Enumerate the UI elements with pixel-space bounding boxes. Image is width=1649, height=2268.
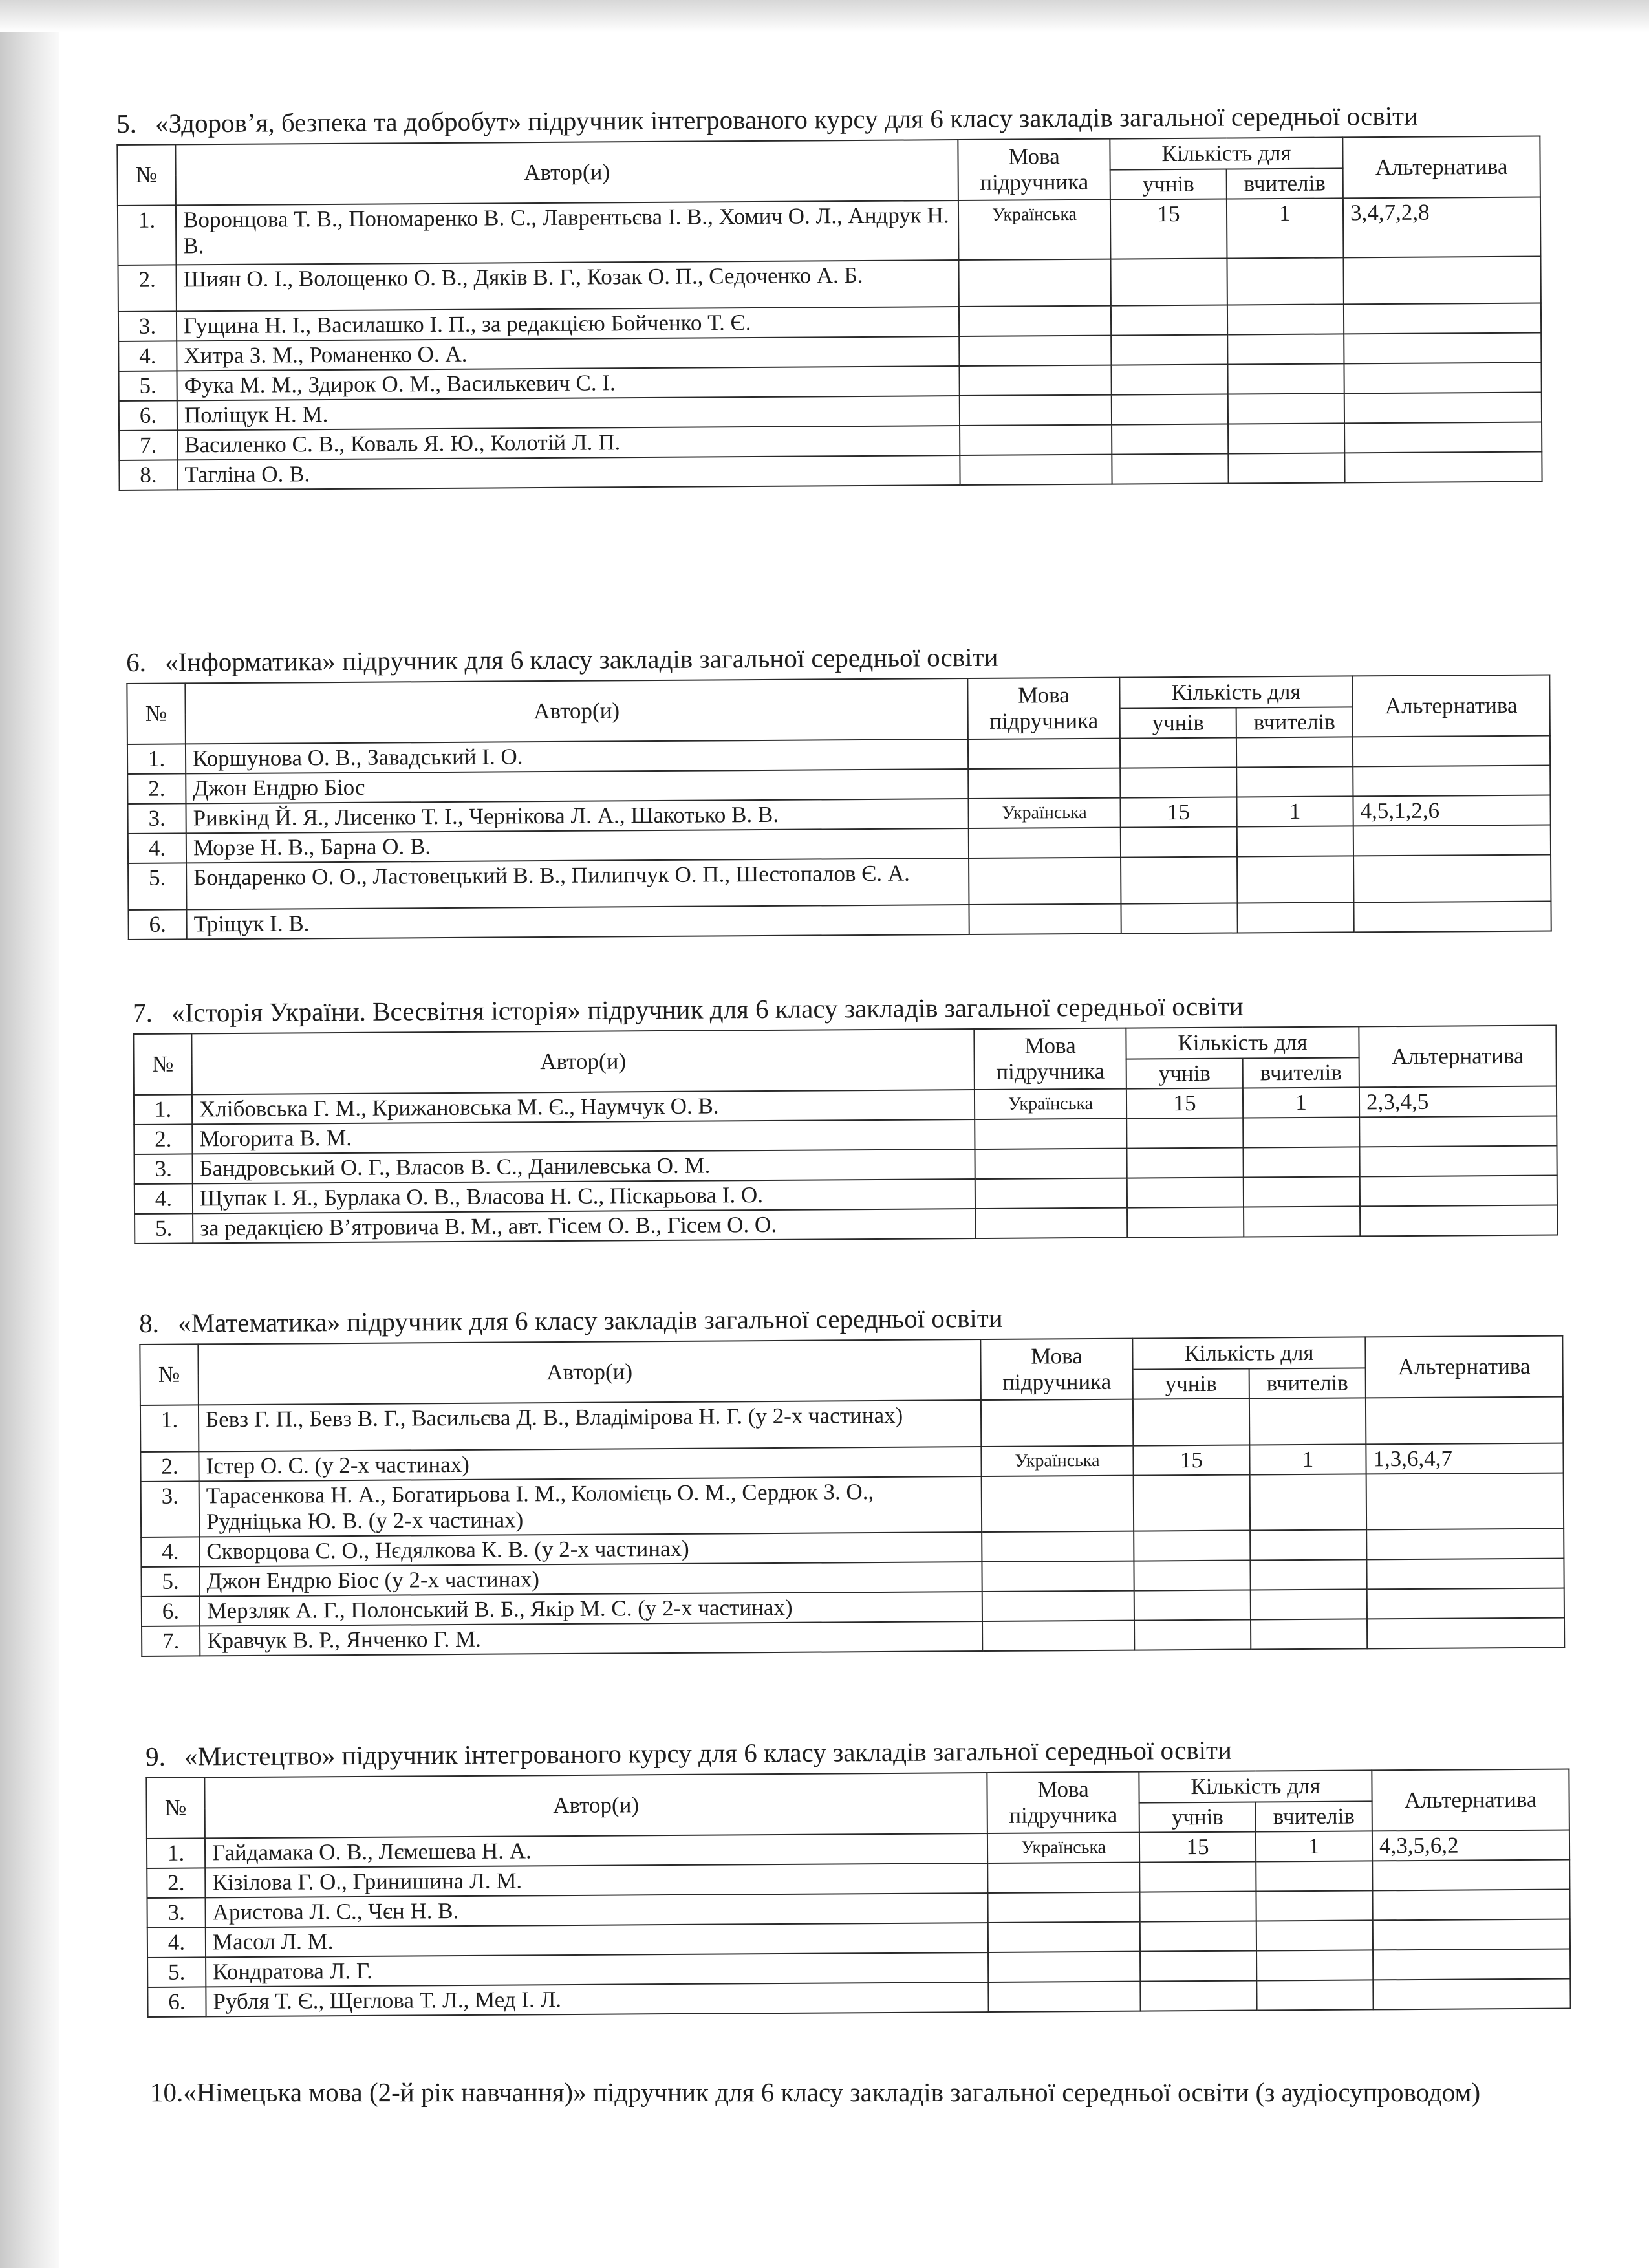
alternative-cell	[1344, 393, 1542, 424]
alternative-cell	[1367, 1588, 1564, 1619]
header-author: Автор(и)	[185, 678, 968, 744]
authors-table	[139, 1335, 1565, 1657]
header-count-for: Кількість для	[1119, 676, 1352, 708]
section-title-text: «Історія України. Всесвітня історія» підручник для 6 класу закладів загальної середньої освіти	[171, 991, 1244, 1028]
header-author: Автор(и)	[204, 1773, 987, 1838]
students-count-cell	[1140, 1921, 1256, 1952]
author-cell: Джон Ендрю Біос	[186, 769, 968, 803]
author-cell: Могорита В. М.	[192, 1119, 975, 1154]
teachers-count-cell	[1237, 826, 1353, 856]
scan-paper-top	[0, 0, 1649, 32]
students-count-cell	[1111, 335, 1227, 365]
header-students: учнів	[1120, 708, 1236, 739]
language-cell	[975, 1149, 1126, 1179]
author-cell: Поліщук Н. М.	[177, 396, 960, 430]
row-number: 4.	[141, 1537, 199, 1567]
language-cell	[988, 1922, 1140, 1952]
language-cell	[969, 904, 1121, 934]
language-cell: Українська	[968, 798, 1120, 828]
language-cell	[960, 395, 1112, 426]
header-number: №	[146, 1777, 205, 1839]
author-cell: за редакцією В’ятровича В. М., авт. Гісем О. В., Гісем О. О.	[193, 1209, 975, 1243]
alternative-cell	[1372, 1890, 1569, 1921]
row-number: 2.	[118, 265, 176, 312]
row-number: 5.	[141, 1566, 199, 1597]
header-count-for: Кількість для	[1132, 1337, 1365, 1369]
language-cell	[982, 1591, 1134, 1621]
alternative-cell	[1353, 855, 1551, 903]
language-cell	[960, 425, 1112, 455]
students-count-cell	[1111, 365, 1227, 395]
row-number: 3.	[127, 803, 186, 834]
section-title	[146, 1731, 1568, 1773]
author-cell: Кравчук В. Р., Янченко Г. М.	[200, 1621, 982, 1656]
row-number: 1.	[147, 1838, 205, 1868]
alternative-cell	[1344, 303, 1541, 334]
teachers-count-cell	[1228, 393, 1344, 424]
section-10	[150, 2075, 1566, 2110]
header-alternative: Альтернатива	[1359, 1026, 1557, 1088]
table-row	[128, 855, 1551, 910]
teachers-count-cell	[1250, 1529, 1366, 1560]
author-cell: Джон Ендрю Біос (у 2-х частинах)	[199, 1562, 982, 1596]
row-number: 6.	[119, 400, 177, 431]
students-count-cell: 15	[1139, 1832, 1256, 1863]
alternative-cell	[1360, 1176, 1557, 1207]
section-number: 8.	[139, 1308, 160, 1338]
language-cell	[987, 1892, 1139, 1923]
teachers-count-cell	[1250, 1559, 1366, 1590]
section-title	[126, 637, 1549, 679]
language-cell	[968, 739, 1120, 769]
section-title	[133, 988, 1555, 1030]
alternative-cell	[1373, 1949, 1570, 1980]
author-cell: Скворцова С. О., Нєдялкова К. В. (у 2-х частинах)	[199, 1532, 982, 1566]
header-count-for: Кількість для	[1139, 1770, 1372, 1802]
scan-paper-edge	[0, 0, 59, 2268]
alternative-cell	[1367, 1618, 1564, 1649]
language-cell	[982, 1561, 1134, 1592]
section-title-text: «Здоров’я, безпека та добробут» підручник інтегрованого курсу для 6 класу закладів загальної середньої освіти	[155, 100, 1419, 138]
alternative-cell: 1,3,6,4,7	[1366, 1443, 1563, 1474]
author-cell: Гайдамака О. В., Лємешева Н. А.	[205, 1833, 987, 1868]
alternative-cell	[1353, 902, 1551, 933]
author-cell: Василенко С. В., Коваль Я. Ю., Колотій Л. П.	[177, 426, 960, 460]
header-teachers: вчителів	[1243, 1057, 1359, 1088]
authors-table	[116, 136, 1542, 491]
author-cell: Ривкінд Й. Я., Лисенко Т. І., Чернікова Л. А., Шакотько В. В.	[186, 799, 968, 833]
students-count-cell: 15	[1110, 199, 1227, 259]
teachers-count-cell	[1256, 1980, 1373, 2010]
header-language: Мова підручника	[987, 1772, 1139, 1833]
language-cell	[975, 1208, 1127, 1238]
section-7	[133, 988, 1558, 1244]
author-cell: Бандровський О. Г., Власов В. С., Данилевська О. М.	[192, 1149, 975, 1183]
section-title-text: «Інформатика» підручник для 6 класу закладів загальної середньої освіти	[165, 642, 998, 677]
section-number: 7.	[133, 997, 153, 1028]
author-cell: Морзе Н. В., Барна О. В.	[186, 828, 969, 863]
header-number: №	[127, 683, 186, 744]
students-count-cell	[1110, 259, 1227, 306]
students-count-cell	[1139, 1892, 1256, 1922]
author-cell: Рубля Т. Є., Щеглова Т. Л., Мед І. Л.	[206, 1982, 988, 2016]
language-cell	[982, 1531, 1134, 1562]
students-count-cell	[1121, 903, 1237, 934]
alternative-cell: 2,3,4,5	[1359, 1086, 1557, 1118]
language-cell	[975, 1178, 1127, 1209]
teachers-count-cell	[1251, 1589, 1367, 1619]
teachers-count-cell: 1	[1227, 198, 1344, 258]
section-9	[146, 1731, 1571, 2018]
alternative-cell: 3,4,7,2,8	[1343, 197, 1541, 258]
row-number: 1.	[134, 1094, 192, 1125]
alternative-cell	[1366, 1529, 1564, 1560]
language-cell	[975, 1119, 1126, 1149]
table-row	[118, 197, 1541, 265]
header-alternative: Альтернатива	[1365, 1336, 1563, 1398]
teachers-count-cell	[1227, 257, 1343, 305]
section-10-title	[150, 2075, 1566, 2110]
row-number: 5.	[118, 371, 177, 401]
teachers-count-cell	[1256, 1920, 1373, 1950]
header-alternative: Альтернатива	[1352, 675, 1550, 737]
header-students: учнів	[1110, 169, 1227, 200]
author-cell: Кізілова Г. О., Гринишина Л. М.	[205, 1863, 987, 1897]
row-number: 3.	[134, 1154, 192, 1184]
teachers-count-cell	[1228, 423, 1344, 453]
table-row	[141, 1473, 1564, 1537]
row-number: 7.	[119, 430, 177, 460]
author-cell: Аристова Л. С., Чєн Н. В.	[205, 1893, 987, 1927]
alternative-cell	[1360, 1205, 1557, 1237]
alternative-cell	[1359, 1146, 1557, 1177]
row-number: 4.	[128, 833, 186, 863]
header-language: Мова підручника	[980, 1339, 1133, 1400]
row-number: 4.	[135, 1183, 193, 1214]
teachers-count-cell: 1	[1243, 1087, 1359, 1118]
alternative-cell: 4,3,5,6,2	[1372, 1830, 1569, 1861]
author-cell: Тріщук І. В.	[186, 905, 969, 939]
author-cell: Воронцова Т. В., Пономаренко В. С., Лаврентьєва І. В., Хомич О. Л., Андрук Н. В.	[176, 200, 959, 265]
alternative-cell	[1366, 1559, 1564, 1590]
header-alternative: Альтернатива	[1342, 136, 1540, 199]
students-count-cell	[1134, 1531, 1250, 1561]
teachers-count-cell	[1250, 1474, 1367, 1530]
teachers-count-cell	[1256, 1890, 1372, 1921]
alternative-cell	[1353, 825, 1551, 856]
author-cell: Щупак І. Я., Бурлака О. В., Власова Н. С., Піскарьова І. О.	[193, 1179, 975, 1213]
header-teachers: вчителів	[1256, 1801, 1372, 1831]
alternative-cell	[1344, 363, 1541, 394]
row-number: 5.	[147, 1957, 206, 1987]
row-number: 6.	[142, 1596, 200, 1626]
author-cell: Фука М. М., Здирок О. М., Василькевич С. І.	[177, 366, 959, 400]
teachers-count-cell: 1	[1249, 1444, 1366, 1474]
students-count-cell	[1112, 394, 1228, 425]
language-cell: Українська	[975, 1089, 1126, 1119]
alternative-cell: 4,5,1,2,6	[1353, 795, 1550, 826]
language-cell	[959, 306, 1111, 336]
author-cell: Шиян О. І., Волощенко О. В., Дяків В. Г., Козак О. П., Седоченко А. Б.	[176, 260, 958, 311]
row-number: 3.	[147, 1897, 205, 1928]
header-count-for: Кількість для	[1126, 1026, 1359, 1059]
students-count-cell: 15	[1120, 797, 1236, 828]
language-cell	[959, 365, 1111, 396]
section-title-text: «Мистецтво» підручник інтегрованого курсу для 6 класу закладів загальної середньої освіти	[184, 1734, 1233, 1771]
alternative-cell	[1344, 333, 1541, 364]
alternative-cell	[1366, 1473, 1564, 1530]
row-number: 6.	[128, 909, 186, 940]
section-title-text: «Математика» підручник для 6 класу закладів загальної середньої освіти	[178, 1302, 1003, 1338]
teachers-count-cell	[1227, 304, 1344, 334]
author-cell: Тагліна О. В.	[177, 455, 960, 490]
students-count-cell	[1126, 1118, 1243, 1149]
teachers-count-cell	[1228, 453, 1344, 483]
teachers-count-cell	[1244, 1206, 1360, 1237]
students-count-cell	[1134, 1475, 1251, 1531]
section-10-number: 10.	[150, 2077, 184, 2107]
teachers-count-cell	[1256, 1950, 1373, 1980]
language-cell	[988, 1982, 1140, 2012]
author-cell: Бондаренко О. О., Ластовецький В. В., Пилипчук О. П., Шестопалов Є. А.	[186, 858, 969, 909]
section-number: 5.	[116, 108, 137, 138]
header-author: Автор(и)	[191, 1029, 975, 1094]
language-cell	[968, 768, 1120, 799]
students-count-cell	[1121, 827, 1237, 858]
students-count-cell	[1140, 1951, 1256, 1982]
header-alternative: Альтернатива	[1372, 1769, 1569, 1831]
students-count-cell	[1133, 1399, 1249, 1446]
students-count-cell	[1112, 424, 1228, 455]
row-number: 5.	[128, 863, 186, 910]
students-count-cell	[1134, 1561, 1250, 1591]
author-cell: Істер О. С. (у 2-х частинах)	[199, 1447, 981, 1481]
table-row	[118, 257, 1540, 312]
students-count-cell	[1134, 1620, 1251, 1650]
row-number: 2.	[147, 1868, 205, 1898]
alternative-cell	[1344, 452, 1542, 483]
section-number: 6.	[126, 647, 147, 677]
teachers-count-cell: 1	[1256, 1831, 1372, 1861]
teachers-count-cell	[1249, 1398, 1366, 1445]
language-cell	[987, 1863, 1139, 1893]
language-cell	[960, 455, 1112, 485]
alternative-cell	[1353, 766, 1550, 797]
alternative-cell	[1366, 1397, 1563, 1445]
section-6	[126, 637, 1552, 940]
row-number: 7.	[142, 1626, 200, 1656]
language-cell	[969, 828, 1121, 858]
language-cell	[958, 259, 1110, 307]
language-cell	[982, 1621, 1134, 1651]
header-author: Автор(и)	[175, 140, 958, 205]
language-cell	[988, 1952, 1140, 1982]
author-cell: Мерзляк А. Г., Полонський В. Б., Якір М. С. (у 2-х частинах)	[200, 1592, 982, 1626]
teachers-count-cell	[1251, 1619, 1367, 1649]
teachers-count-cell	[1256, 1861, 1372, 1891]
header-number: №	[140, 1344, 199, 1405]
section-title	[139, 1298, 1562, 1340]
author-cell: Коршунова О. В., Завадський І. О.	[186, 739, 968, 773]
alternative-cell	[1373, 1979, 1570, 2010]
header-students: учнів	[1139, 1802, 1256, 1833]
table-row	[140, 1397, 1563, 1452]
section-title	[116, 98, 1539, 140]
header-number: №	[133, 1033, 192, 1095]
teachers-count-cell	[1237, 902, 1353, 933]
row-number: 4.	[118, 341, 177, 371]
students-count-cell	[1140, 1981, 1256, 2011]
row-number: 5.	[135, 1213, 193, 1244]
author-cell: Бевз Г. П., Бевз В. Г., Васильєва Д. В., Владімірова Н. Г. (у 2-х частинах)	[199, 1400, 981, 1451]
teachers-count-cell	[1243, 1117, 1359, 1147]
students-count-cell	[1111, 305, 1227, 336]
author-cell: Хлібовська Г. М., Крижановська М. Є., Наумчук О. В.	[192, 1090, 975, 1124]
language-cell: Українська	[981, 1446, 1133, 1476]
alternative-cell	[1344, 422, 1542, 453]
author-cell: Тарасенкова Н. А., Богатирьова І. М., Коломієць О. М., Сердюк З. О., Рудніцька Ю. В. (у 2-х частинах)	[199, 1476, 982, 1537]
author-cell: Хитра З. М., Романенко О. А.	[177, 336, 959, 371]
students-count-cell: 15	[1126, 1088, 1243, 1119]
authors-table	[146, 1769, 1571, 2018]
row-number: 1.	[127, 744, 186, 774]
alternative-cell	[1343, 257, 1540, 305]
language-cell	[981, 1399, 1133, 1447]
alternative-cell	[1373, 1919, 1570, 1950]
author-cell: Гущина Н. І., Василашко І. П., за редакцією Бойченко Т. Є.	[177, 307, 959, 341]
header-author: Автор(и)	[198, 1339, 981, 1405]
row-number: 2.	[127, 773, 186, 804]
row-number: 2.	[134, 1124, 192, 1154]
section-5	[116, 98, 1543, 491]
language-cell: Українська	[987, 1833, 1139, 1863]
row-number: 2.	[140, 1451, 199, 1482]
header-students: учнів	[1133, 1369, 1249, 1399]
teachers-count-cell: 1	[1236, 796, 1353, 826]
teachers-count-cell	[1227, 363, 1344, 394]
alternative-cell	[1372, 1860, 1569, 1891]
header-count-for: Кількість для	[1110, 137, 1342, 169]
header-students: учнів	[1126, 1059, 1243, 1089]
alternative-cell	[1353, 736, 1550, 767]
header-number: №	[117, 144, 176, 206]
row-number: 1.	[140, 1405, 199, 1452]
section-10-title-text: «Німецька мова (2-й рік навчання)» підручник для 6 класу закладів загальної середньої освіти (з аудіосупроводом)	[183, 2077, 1481, 2107]
author-cell: Масол Л. М.	[206, 1923, 988, 1957]
students-count-cell	[1120, 768, 1236, 798]
header-language: Мова підручника	[958, 139, 1110, 200]
students-count-cell	[1112, 454, 1228, 484]
students-count-cell	[1127, 1207, 1244, 1238]
teachers-count-cell	[1236, 737, 1353, 767]
teachers-count-cell	[1244, 1176, 1360, 1207]
language-cell: Українська	[958, 200, 1111, 260]
row-number: 6.	[147, 1987, 206, 2017]
authors-table	[126, 675, 1551, 940]
alternative-cell	[1359, 1116, 1557, 1147]
row-number: 1.	[118, 205, 177, 265]
row-number: 4.	[147, 1927, 206, 1958]
row-number: 3.	[118, 311, 177, 341]
row-number: 8.	[119, 460, 177, 490]
header-teachers: вчителів	[1249, 1368, 1366, 1398]
students-count-cell: 15	[1133, 1445, 1249, 1476]
students-count-cell	[1120, 738, 1236, 768]
teachers-count-cell	[1243, 1147, 1359, 1177]
row-number: 3.	[141, 1481, 200, 1537]
authors-table	[133, 1025, 1558, 1244]
teachers-count-cell	[1227, 334, 1344, 364]
section-8	[139, 1298, 1565, 1657]
students-count-cell	[1134, 1590, 1251, 1621]
students-count-cell	[1126, 1148, 1243, 1178]
students-count-cell	[1127, 1178, 1244, 1208]
language-cell	[959, 336, 1111, 366]
language-cell	[982, 1476, 1134, 1532]
teachers-count-cell	[1237, 856, 1353, 903]
header-teachers: вчителів	[1236, 707, 1353, 737]
header-language: Мова підручника	[974, 1028, 1126, 1090]
language-cell	[969, 858, 1121, 905]
author-cell: Кондратова Л. Г.	[206, 1952, 988, 1987]
students-count-cell	[1139, 1862, 1256, 1892]
students-count-cell	[1121, 857, 1237, 904]
header-language: Мова підручника	[967, 678, 1120, 739]
header-teachers: вчителів	[1227, 168, 1343, 199]
teachers-count-cell	[1236, 766, 1353, 797]
section-number: 9.	[146, 1741, 166, 1771]
